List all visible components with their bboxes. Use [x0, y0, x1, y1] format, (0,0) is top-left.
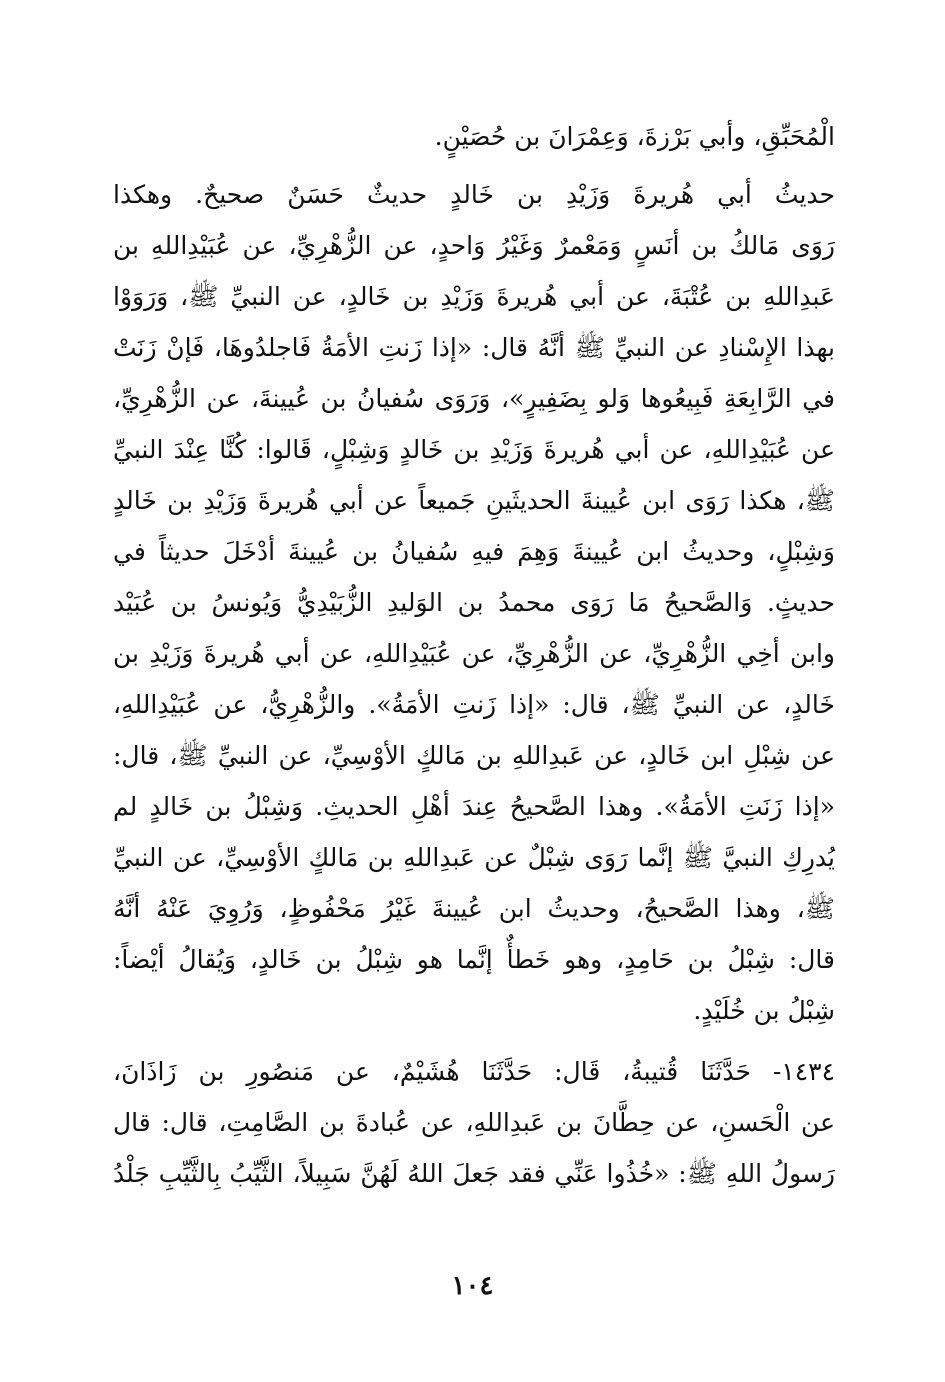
hadith-line: عن الْحَسنِ، عن حِطَّانَ بن عَبدِاللهِ، عن عُبادةَ بن الصَّامِتِ، قال: قال — [113, 1108, 835, 1137]
intro-line: الْمُحَبِّقِ، وأبي بَرْزةَ، وَعِمْرَانَ بن حُصَيْنٍ. — [434, 122, 835, 151]
page-number: ١٠٤ — [451, 1271, 494, 1301]
commentary-line: «إذا زَنَتِ الأمَةُ». وهذا الصَّحيحُ عِندَ أهْلِ الحديثِ. وَشِبْلُ بن خَالدٍ لم — [113, 792, 835, 821]
commentary-line: في الرَّابِعَةِ فَبِيعُوها وَلو بِضَفِيرٍ»، وَرَوَى سُفيانُ بن عُيينةَ، عن الزُّهْرِيِّ، — [113, 384, 835, 413]
commentary-line: شِبْلُ بن خُلَيْدٍ. — [693, 996, 835, 1025]
commentary-line: وَشِبْلٍ، وحديثُ ابن عُيينةَ وَهِمَ فيهِ سُفيانُ بن عُيينةَ أدْخَلَ حديثاً في — [113, 537, 835, 566]
commentary-line: عن شِبْلِ ابن خَالدٍ، عن عَبدِاللهِ بن مَالكٍ الأوْسِيِّ، عن النبيِّ ﷺ، قال: — [113, 741, 835, 770]
commentary-line: خَالدٍ، عن النبيِّ ﷺ، قال: «إذا زَنتِ الأمَةُ». والزُّهْرِيُّ، عن عُبَيْدِاللهِ، — [113, 690, 835, 719]
commentary-line: رَوَى مَالكُ بن أنَسٍ وَمَعْمرٌ وَغَيْرُ وَاحدٍ، عن الزُّهْرِيِّ، عن عُبَيْدِاللهِ بن — [113, 231, 835, 260]
commentary-line: حديثٍ. وَالصَّحيحُ مَا رَوَى محمدُ بن الوَليدِ الزُّبَيْدِيُّ وَيُونسُ بن عُبَيْد — [113, 588, 835, 617]
commentary-line: يُدرِكِ النبيَّ ﷺ إنَّما رَوَى شِبْلٌ عن عَبدِاللهِ بن مَالكٍ الأوْسِيِّ، عن النبيِّ — [113, 843, 835, 872]
hadith-line: رَسولُ اللهِ ﷺ: «خُذُوا عَنِّي فقد جَعلَ اللهُ لَهُنَّ سَبِيلاً، الثَّيِّبُ بِالثَّيِّبِ جَلْدُ — [113, 1159, 835, 1188]
hadith-line: ١٤٣٤- حَدَّثَنَا قُتيبةُ، قَال: حَدَّثَنَا هُشَيْمٌ، عن مَنصُورِ بن زَاذَانَ، — [113, 1057, 835, 1086]
commentary-line: وابن أخِي الزُّهْرِيِّ، عن الزُّهْرِيِّ، عن عُبَيْدِاللهِ، عن أبي هُريرةَ وَزَيْدِ بن — [113, 639, 835, 668]
commentary-line: ﷺ، وهذا الصَّحيحُ، وحديثُ ابن عُيينةَ غَيْرُ مَحْفُوظٍ، وَرُوِيَ عَنْهُ أنَّهُ — [113, 894, 835, 923]
commentary-line: بهذا الإِسْنادِ عن النبيِّ ﷺ أنَّهُ قال: «إذا زَنتِ الأمَةُ فَاجلدُوهَا، فَإنْ زَنَتْ — [113, 333, 835, 362]
commentary-line: حديثُ أبي هُريرةَ وَزَيْدِ بن خَالدٍ حديثٌ حَسَنٌ صحيحٌ. وهكذا — [113, 180, 835, 209]
commentary-line: ﷺ، هكذا رَوَى ابن عُيينةَ الحديثَينِ جَميعاً عن أبي هُريرةَ وَزَيْدِ بن خَالدٍ — [113, 486, 835, 515]
body-text — [113, 118, 835, 1188]
commentary-line: قال: شِبْلُ بن حَامِدٍ، وهو خَطأٌ إنَّما هو شِبْلُ بن خَالدٍ، وَيُقالُ أيْضاً: — [113, 945, 835, 974]
commentary-line: عَبدِاللهِ بن عُتْبَةَ، عن أبي هُريرةَ وَزَيْدِ بن خَالدٍ، عن النبيِّ ﷺ، وَرَوَوْا — [113, 282, 835, 311]
commentary-line: عن عُبَيْدِاللهِ، عن أبي هُريرةَ وَزَيْدِ بن خَالدٍ وَشِبْلٍ، قَالوا: كُنَّا عِنْدَ النبيِّ — [113, 435, 835, 464]
